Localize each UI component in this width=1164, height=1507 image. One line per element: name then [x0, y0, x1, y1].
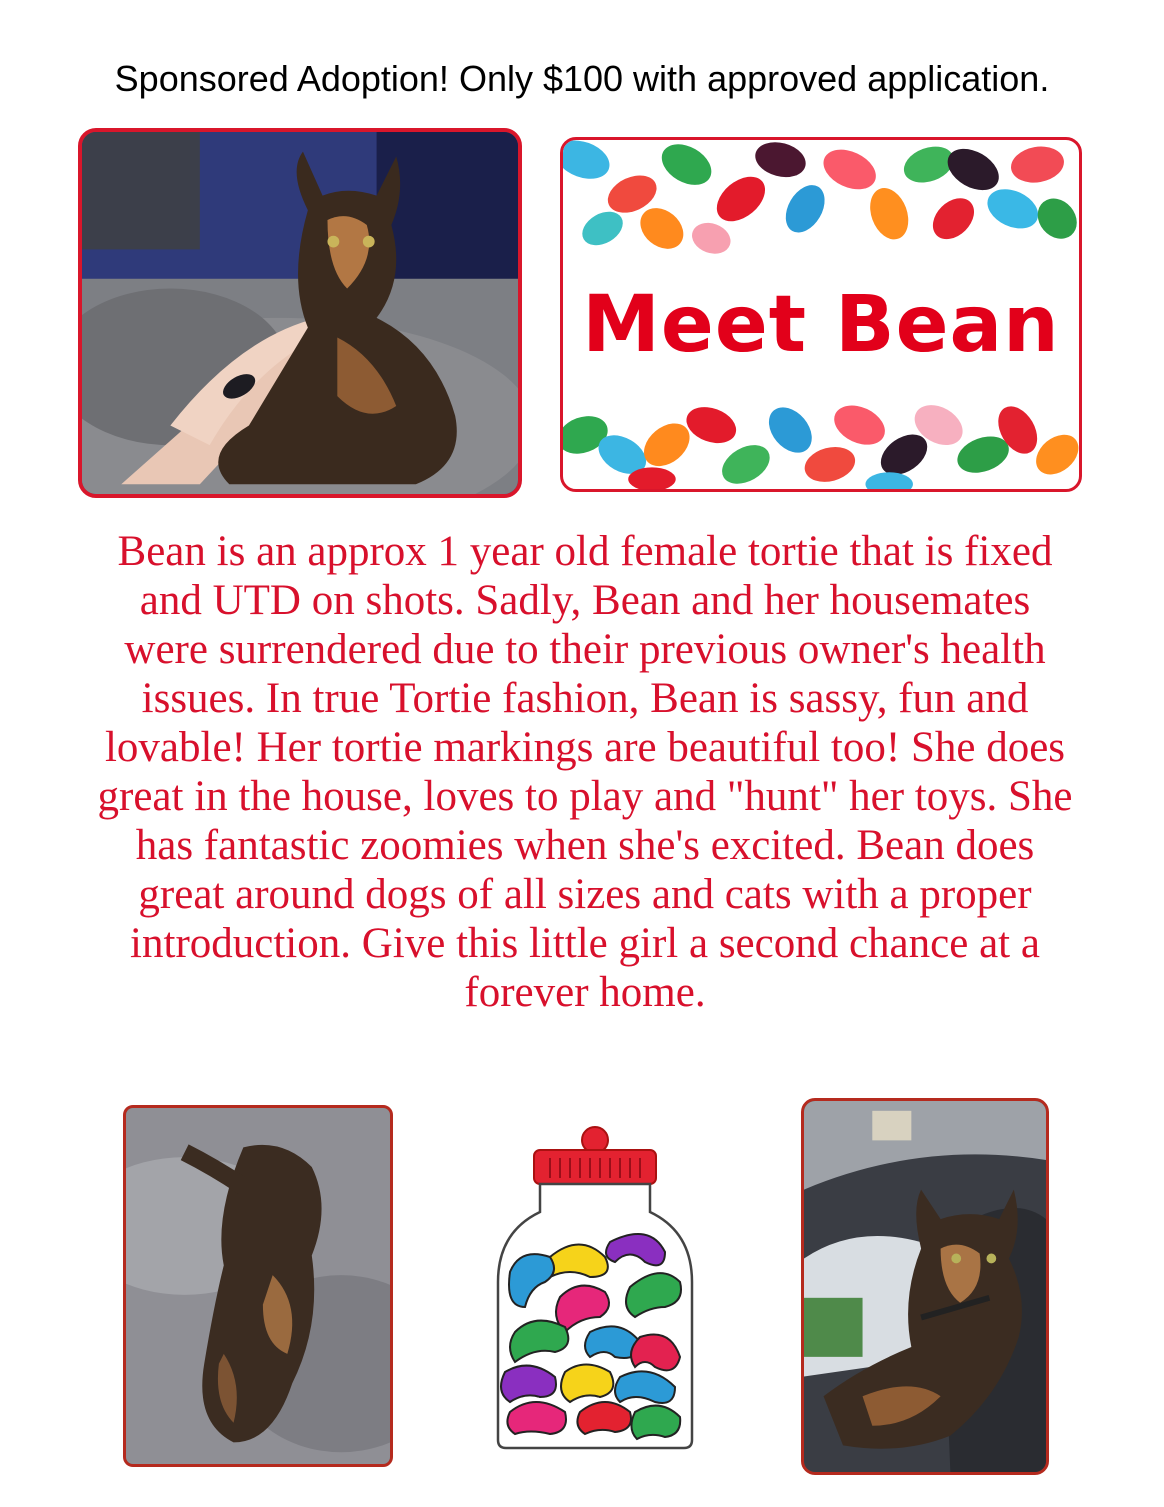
jelly-bean-jar-illustration — [490, 1122, 700, 1452]
cat-photo-with-hand — [78, 128, 522, 498]
cat-photo-in-car — [801, 1098, 1049, 1475]
sponsored-adoption-header: Sponsored Adoption! Only $100 with approved application. — [114, 58, 1050, 99]
banner-title: Meet Bean — [582, 280, 1060, 370]
cat-photo-lying-on-blanket — [123, 1105, 393, 1467]
pet-description: Bean is an approx 1 year old female tortie that is fixed and UTD on shots. Sadly, Bean and her housemates were surrendered due to their previous owner's health issues. In true Tortie fashion, Bean is sassy, fun and lovable! Her tortie markings are beautiful too! She does great in the house, loves to play and "hunt" her toys. She has fantastic zoomies when she's excited. Bean does great around dogs of all sizes and cats with a proper introduction. Give this little girl a second chance at a forever home. — [97, 528, 1073, 1016]
jelly-beans-bottom-decoration — [563, 397, 1079, 489]
meet-bean-banner — [560, 137, 1082, 492]
jelly-beans-top-decoration — [563, 140, 1079, 259]
